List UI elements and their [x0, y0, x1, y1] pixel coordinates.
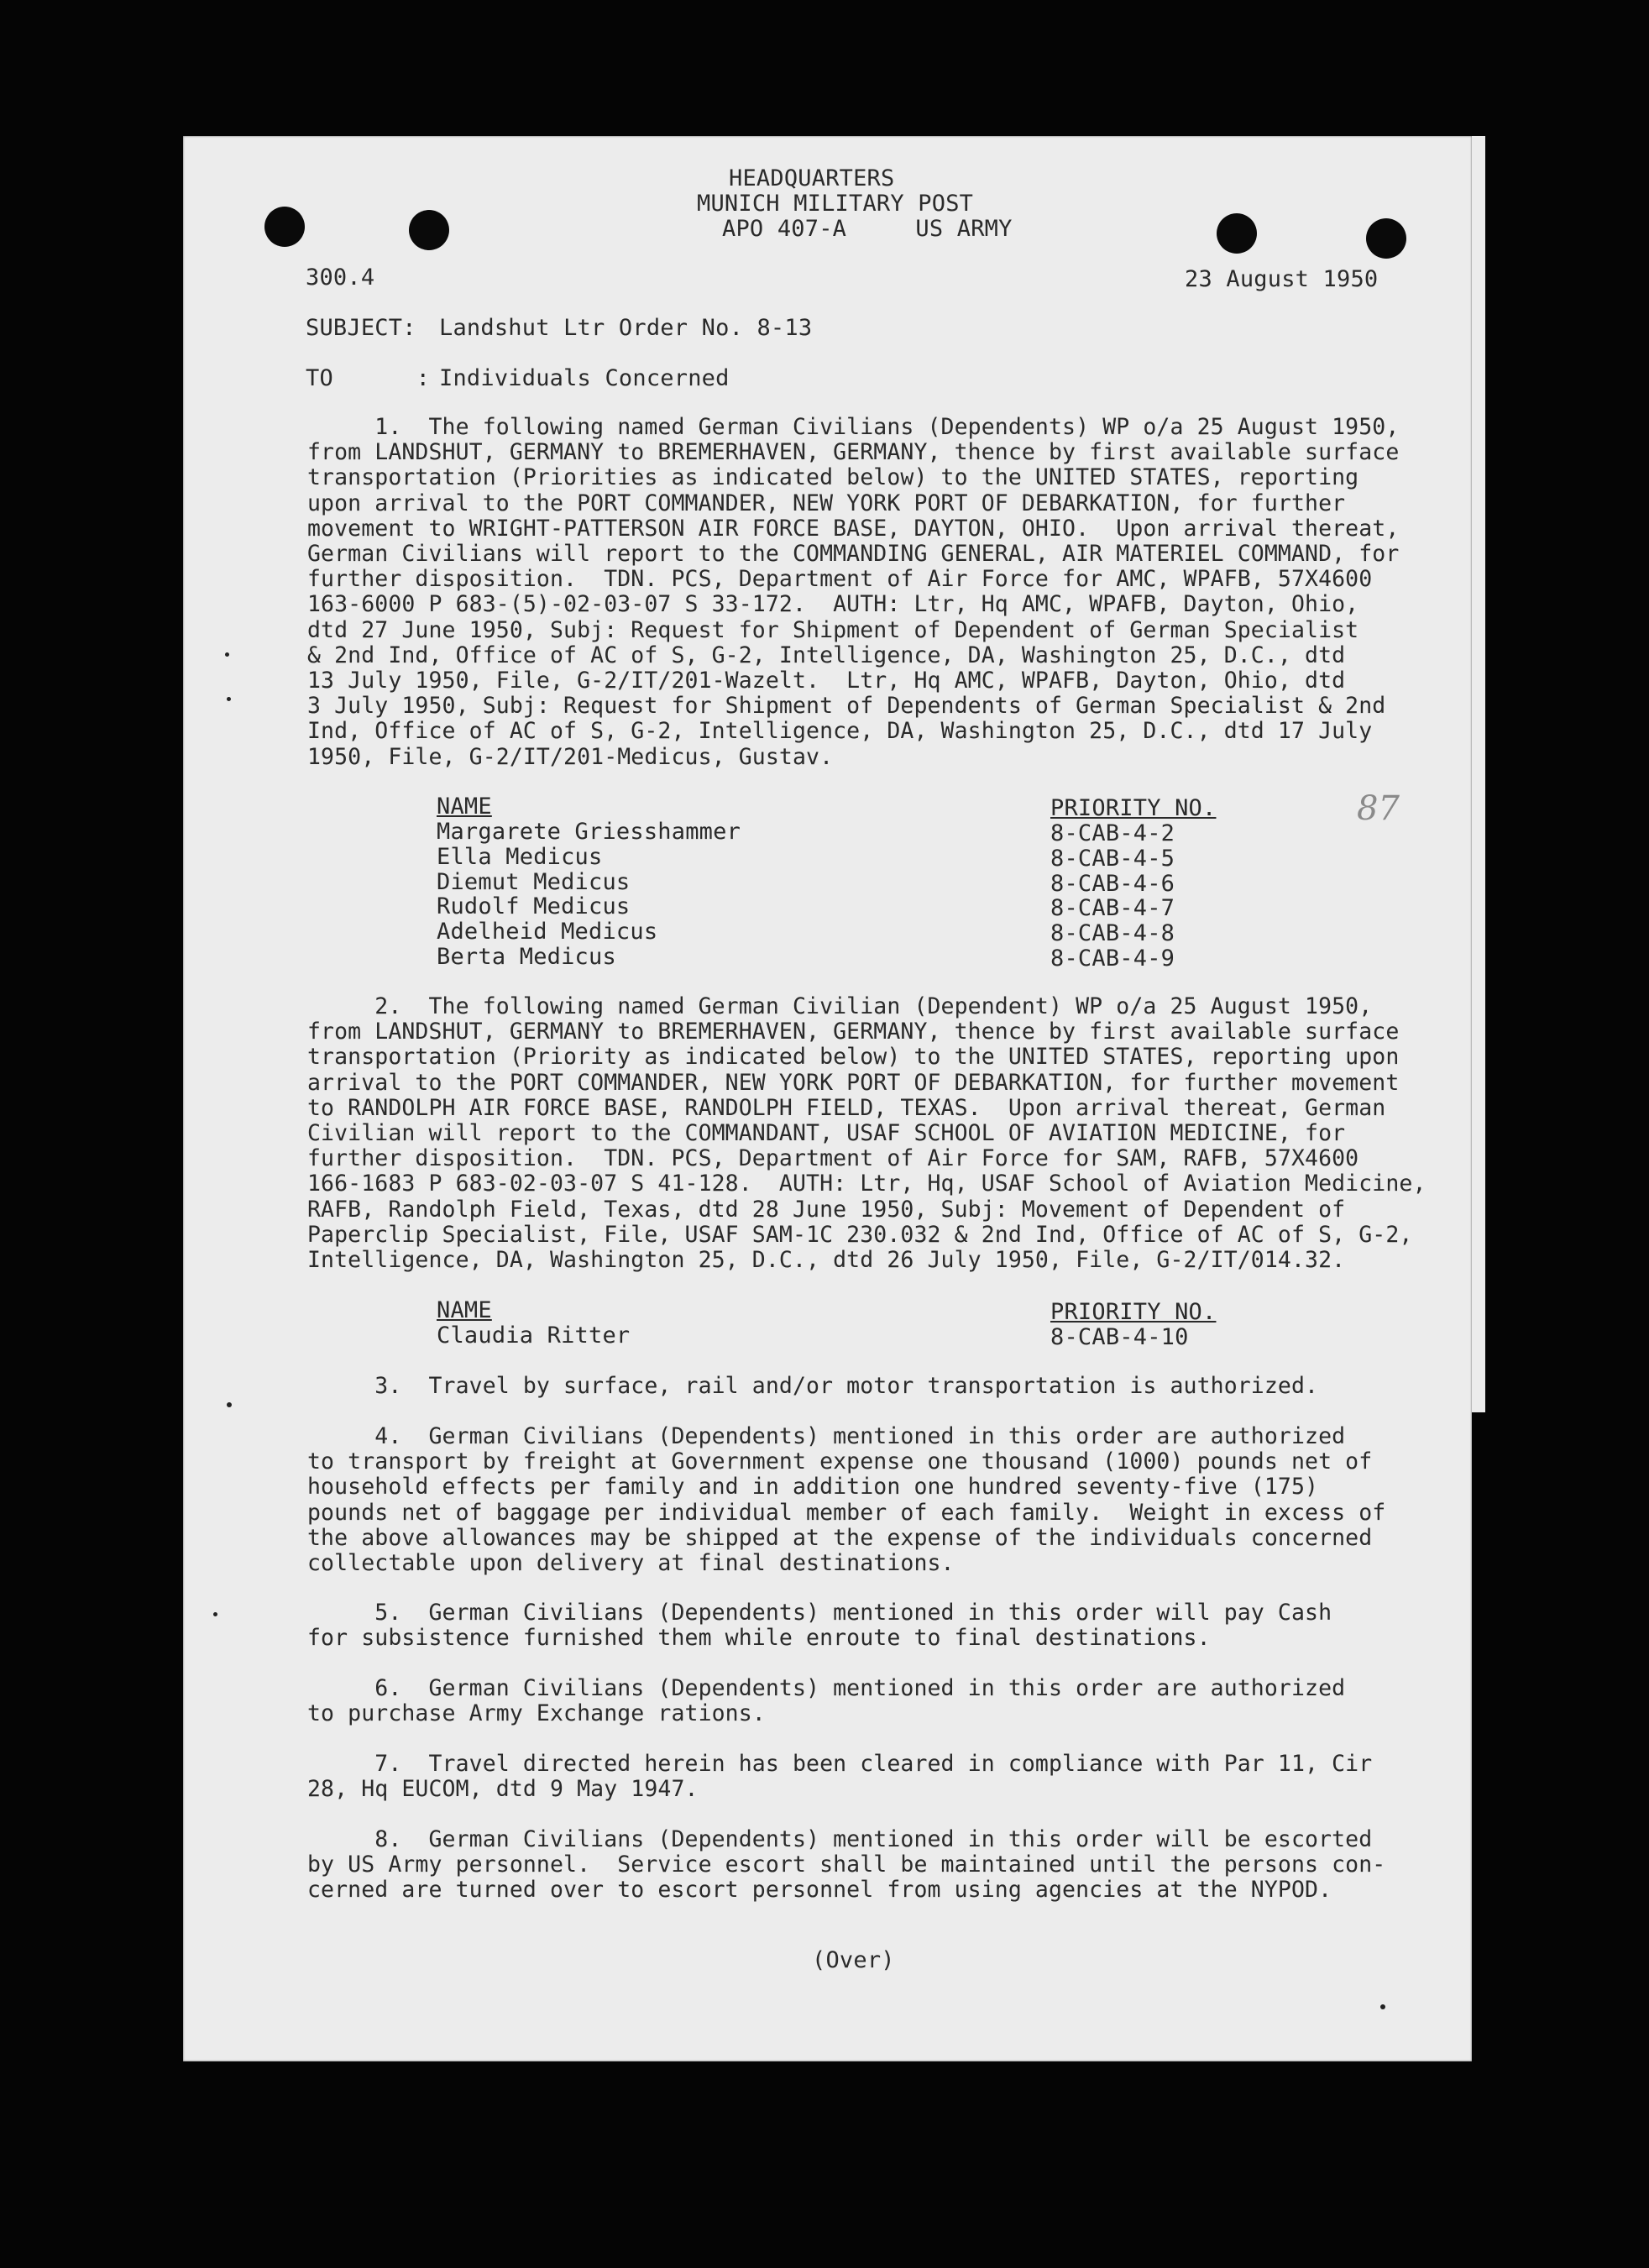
table-row-priority: 8-CAB-4-6	[1050, 870, 1175, 897]
paragraph-line: Ind, Office of AC of S, G-2, Intelligence, DA, Washington 25, D.C., dtd 17 July	[307, 718, 1373, 745]
paragraph-line: 8. German Civilians (Dependents) mentioned in this order will be escorted	[307, 1826, 1373, 1852]
paragraph-line: 7. Travel directed herein has been cleared in compliance with Par 11, Cir	[307, 1751, 1373, 1777]
paragraph-line: 166-1683 P 683-02-03-07 S 41-128. AUTH: Ltr, Hq, USAF School of Aviation Medicine,	[307, 1171, 1427, 1197]
paragraph-line: & 2nd Ind, Office of AC of S, G-2, Intelligence, DA, Washington 25, D.C., dtd	[307, 642, 1346, 668]
paragraph-line: 1. The following named German Civilians (Dependents) WP o/a 25 August 1950,	[307, 414, 1400, 440]
paragraph-line: 4. German Civilians (Dependents) mentioned in this order are authorized	[307, 1423, 1346, 1449]
to-text: Individuals Concerned	[439, 365, 730, 391]
punch-hole-left-1	[264, 207, 305, 247]
header-line-2: MUNICH MILITARY POST	[697, 191, 974, 217]
document-page	[183, 136, 1472, 2061]
to-label: TO :	[306, 365, 431, 391]
paragraph-line: 5. German Civilians (Dependents) mentioned in this order will pay Cash	[307, 1600, 1332, 1626]
punch-hole-right-1	[1217, 213, 1257, 254]
header-line-1: HEADQUARTERS	[729, 165, 895, 191]
paragraph-line: movement to WRIGHT-PATTERSON AIR FORCE BASE, DAYTON, OHIO. Upon arrival thereat,	[307, 515, 1400, 542]
subject-label: SUBJECT:	[306, 315, 416, 341]
paragraph-line: upon arrival to the PORT COMMANDER, NEW YORK PORT OF DEBARKATION, for further	[307, 490, 1346, 516]
paragraph-line: RAFB, Randolph Field, Texas, dtd 28 June 1950, Subj: Movement of Dependent of	[307, 1196, 1346, 1223]
table-row-name: Berta Medicus	[437, 944, 616, 970]
paragraph-line: German Civilians will report to the COMMANDING GENERAL, AIR MATERIEL COMMAND, for	[307, 541, 1400, 567]
paragraph-line: arrival to the PORT COMMANDER, NEW YORK PORT OF DEBARKATION, for further movement	[307, 1069, 1400, 1096]
paragraph-line: pounds net of baggage per individual member of each family. Weight in excess of	[307, 1499, 1386, 1526]
punch-hole-left-2	[409, 210, 449, 250]
paragraph-line: household effects per family and in addition one hundred seventy-five (175)	[307, 1474, 1319, 1501]
paragraph-line: collectable upon delivery at final destinations.	[307, 1550, 955, 1576]
table1-name-header: NAME	[437, 794, 492, 820]
paragraph-line: 3. Travel by surface, rail and/or motor transportation is authorized.	[307, 1373, 1319, 1399]
paragraph-line: 2. The following named German Civilian (Dependent) WP o/a 25 August 1950,	[307, 993, 1373, 1019]
paragraph-line: for subsistence furnished them while enroute to final destinations.	[307, 1625, 1211, 1652]
table1-priority-header: PRIORITY NO.	[1050, 795, 1217, 821]
table-row-name: Rudolf Medicus	[437, 893, 631, 920]
table-row-name: Diemut Medicus	[437, 868, 631, 895]
paragraph-line: by US Army personnel. Service escort shall be maintained until the persons con-	[307, 1852, 1386, 1878]
margin-number: 87	[1357, 789, 1400, 828]
table2-priority-header: PRIORITY NO.	[1050, 1299, 1217, 1325]
paragraph-line: 28, Hq EUCOM, dtd 9 May 1947.	[307, 1776, 699, 1803]
paragraph-line: transportation (Priority as indicated below) to the UNITED STATES, reporting upon	[307, 1044, 1400, 1071]
paragraph-line: from LANDSHUT, GERMANY to BREMERHAVEN, GERMANY, thence by first available surface	[307, 439, 1400, 466]
paragraph-line: the above allowances may be shipped at the expense of the individuals concerned	[307, 1524, 1373, 1551]
file-number: 300.4	[306, 265, 375, 291]
paragraph-line: 13 July 1950, File, G-2/IT/201-Wazelt. Ltr, Hq AMC, WPAFB, Dayton, Ohio, dtd	[307, 668, 1346, 694]
header-line-3: APO 407-A US ARMY	[722, 216, 1013, 242]
paragraph-line: dtd 27 June 1950, Subj: Request for Shipment of Dependent of German Specialist	[307, 616, 1359, 643]
paragraph-line: 3 July 1950, Subj: Request for Shipment of Dependents of German Specialist & 2nd	[307, 693, 1386, 720]
paragraph-line: Civilian will report to the COMMANDANT, USAF SCHOOL OF AVIATION MEDICINE, for	[307, 1120, 1346, 1146]
table-row-priority: 8-CAB-4-9	[1050, 945, 1175, 972]
footer-over: (Over)	[812, 1947, 895, 1973]
paragraph-line: transportation (Priorities as indicated below) to the UNITED STATES, reporting	[307, 464, 1359, 491]
table-row-name: Margarete Griesshammer	[437, 819, 741, 845]
table-row-name: Adelheid Medicus	[437, 919, 658, 945]
paragraph-line: to transport by freight at Government expense one thousand (1000) pounds net of	[307, 1448, 1373, 1475]
punch-hole-right-2	[1366, 218, 1406, 259]
paragraph-line: to RANDOLPH AIR FORCE BASE, RANDOLPH FIELD, TEXAS. Upon arrival thereat, German	[307, 1094, 1386, 1121]
table2-name-header: NAME	[437, 1297, 492, 1323]
paragraph-line: 6. German Civilians (Dependents) mentioned in this order are authorized	[307, 1675, 1346, 1701]
table-row-priority: 8-CAB-4-7	[1050, 895, 1175, 922]
paragraph-line: 163-6000 P 683-(5)-02-03-07 S 33-172. AUTH: Ltr, Hq AMC, WPAFB, Dayton, Ohio,	[307, 591, 1359, 618]
paragraph-line: cerned are turned over to escort personnel from using agencies at the NYPOD.	[307, 1877, 1332, 1904]
paragraph-line: from LANDSHUT, GERMANY to BREMERHAVEN, GERMANY, thence by first available surface	[307, 1019, 1400, 1045]
document-date: 23 August 1950	[1185, 266, 1379, 292]
table-row-name: Ella Medicus	[437, 843, 603, 870]
table-row-priority: 8-CAB-4-5	[1050, 845, 1175, 872]
paragraph-line: 1950, File, G-2/IT/201-Medicus, Gustav.	[307, 743, 834, 770]
paragraph-line: further disposition. TDN. PCS, Department of Air Force for AMC, WPAFB, 57X4600	[307, 566, 1373, 593]
paragraph-line: Paperclip Specialist, File, USAF SAM-1C 230.032 & 2nd Ind, Office of AC of S, G-2,	[307, 1221, 1413, 1248]
paragraph-line: to purchase Army Exchange rations.	[307, 1700, 766, 1727]
subject-text: Landshut Ltr Order No. 8-13	[439, 315, 813, 341]
table-row-priority: 8-CAB-4-8	[1050, 920, 1175, 947]
paragraph-line: Intelligence, DA, Washington 25, D.C., dtd 26 July 1950, File, G-2/IT/014.32.	[307, 1247, 1346, 1273]
table-row-priority: 8-CAB-4-10	[1050, 1324, 1189, 1350]
table-row-name: Claudia Ritter	[437, 1323, 631, 1349]
paragraph-line: further disposition. TDN. PCS, Department of Air Force for SAM, RAFB, 57X4600	[307, 1145, 1359, 1172]
table-row-priority: 8-CAB-4-2	[1050, 820, 1175, 846]
